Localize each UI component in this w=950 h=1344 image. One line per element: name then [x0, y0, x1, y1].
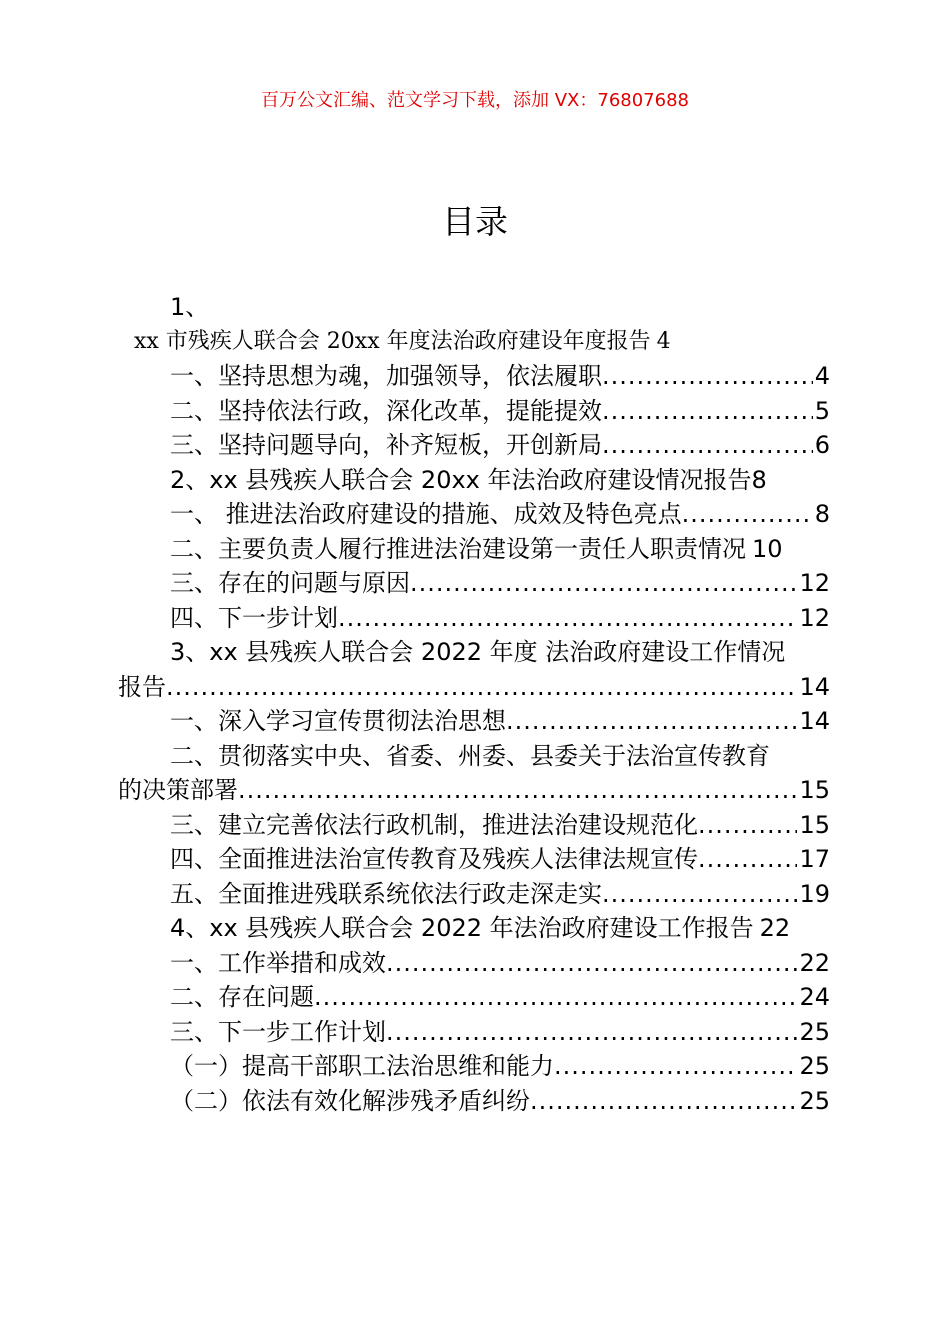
toc-entry-2-2[interactable]: 二、主要负责人履行推进法治建设第一责任人职责情况 10 — [170, 534, 783, 563]
toc-entry-3-3[interactable]: 三、建立完善依法行政机制，推进法治建设规范化 ..... 15 — [118, 808, 830, 843]
table-of-contents — [118, 290, 830, 1118]
promo-header: 百万公文汇编、范文学习下载，添加 VX：76807688 — [261, 90, 689, 111]
toc-entry-4[interactable]: 4、xx 县残疾人联合会 2022 年法治政府建设工作报告 22 — [170, 914, 791, 942]
toc-entry-1-number[interactable]: 1、 — [170, 293, 210, 321]
toc-entry-2[interactable]: 2、xx 县残疾人联合会 20xx 年法治政府建设情况报告 8 — [170, 465, 767, 494]
toc-entry-4-1[interactable]: 一、工作举措和成效 ..... 22 — [118, 946, 830, 981]
toc-entry-3-2-line1[interactable]: 二、贯彻落实中央、省委、州委、县委关于法治宣传教育 — [170, 741, 770, 770]
page-title: 目录 — [442, 202, 508, 241]
toc-entry-4-3-2[interactable]: （二）依法有效化解涉残矛盾纠纷 ..... 25 — [118, 1084, 830, 1119]
toc-entry-2-3[interactable]: 三、存在的问题与原因 ..... 12 — [118, 566, 830, 601]
toc-entry-3-line1[interactable]: 3、xx 县残疾人联合会 2022 年度 法治政府建设工作情况 — [170, 638, 786, 666]
toc-entry-3-1[interactable]: 一、深入学习宣传贯彻法治思想 ..... 14 — [118, 704, 830, 739]
toc-entry-4-3[interactable]: 三、下一步工作计划 ..... 25 — [118, 1015, 830, 1050]
toc-entry-4-2[interactable]: 二、存在问题 ..... 24 — [118, 980, 830, 1015]
toc-entry-1-3[interactable]: 三、坚持问题导向，补齐短板，开创新局 ..... 6 — [118, 428, 830, 463]
toc-entry-2-1[interactable]: 一、 推进法治政府建设的措施、成效及特色亮点 ..... 8 — [118, 497, 830, 532]
toc-entry-3-5[interactable]: 五、全面推进残联系统依法行政走深走实 ..... 19 — [118, 877, 830, 912]
toc-entry-1-1[interactable]: 一、坚持思想为魂，加强领导，依法履职 ..... 4 — [118, 359, 830, 394]
toc-entry-3-line2[interactable]: 报告 ..... 14 — [118, 670, 830, 705]
toc-entry-3-2-line2[interactable]: 的决策部署 ..... 15 — [118, 773, 830, 808]
toc-entry-4-3-1[interactable]: （一）提高干部职工法治思维和能力 ..... 25 — [118, 1049, 830, 1084]
toc-entry-3-4[interactable]: 四、全面推进法治宣传教育及残疾人法律法规宣传 ..... 17 — [118, 842, 830, 877]
toc-entry-1[interactable]: xx 市残疾人联合会 20xx 年度法治政府建设年度报告 4 — [134, 328, 671, 354]
toc-entry-1-2[interactable]: 二、坚持依法行政，深化改革，提能提效 ..... 5 — [118, 394, 830, 429]
toc-entry-2-4[interactable]: 四、下一步计划 ..... 12 — [118, 601, 830, 636]
